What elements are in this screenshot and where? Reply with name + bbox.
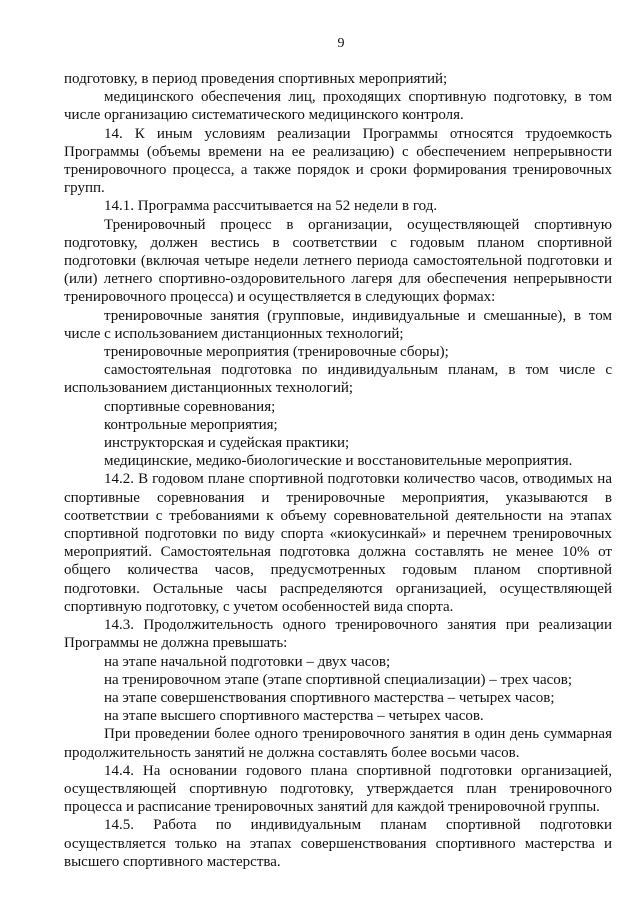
list-item-training-sessions: тренировочные занятия (групповые, индивидуальные и смешанные), в том числе с использованием дистанционных технологий; (64, 307, 612, 342)
list-item-training-events: тренировочные мероприятия (тренировочные сборы); (104, 344, 449, 361)
paragraph-5: Тренировочный процесс в организации, осуществляющей спортивную подготовку, должен вестись в соответствии с годовым планом спортивной подготовки (включая четыре недели летнего периода самостоятельной подготовки и (или) летнего спортивно-оздоровительного лагеря для обеспечения непрерывности тренировочного процесса) и осуществляется в следующих формах: (64, 216, 612, 306)
paragraph-14-4: 14.4. На основании годового плана спортивной подготовки организацией, осуществляющей спортивную подготовку, утверждается план тренировочного процесса и расписание тренировочных занятий для каждой тренировочной группы. (64, 762, 612, 816)
list-item-initial-stage: на этапе начальной подготовки – двух часов; (104, 653, 391, 670)
list-item-instructor-practice: инструкторская и судейская практики; (104, 435, 350, 452)
paragraph-1: подготовку, в период проведения спортивных мероприятий; (64, 71, 448, 87)
paragraph-14-2: 14.2. В годовом плане спортивной подготовки количество часов, отводимых на спортивные соревнования и тренировочные мероприятия, указываются в соответствии с требованиями к объему соревновательной деятельности на этапах спортивной подготовки по виду спорта «киокусинкай» и перечнем тренировочных мероприятий. Самостоятельная подготовка должна составлять не менее 10% от общего количества часов, предусмотренных годовым планом спортивной подготовки. Остальные часы распределяются организацией, осуществляющей спортивную подготовку, с учетом особенностей вида спорта. (64, 471, 612, 615)
paragraph-2: медицинского обеспечения лиц, проходящих спортивную подготовку, в том числе организацию систематического медицинского контроля. (64, 89, 612, 124)
paragraph-14-3: 14.3. Продолжительность одного тренировочного занятия при реализации Программы не должна превышать: (64, 617, 612, 652)
list-item-control-events: контрольные мероприятия; (104, 416, 278, 433)
document-body (64, 70, 612, 871)
paragraph-3: 14. К иным условиям реализации Программы относятся трудоемкость Программы (объемы времени на ее реализацию) с обеспечением непрерывности тренировочного процесса, а также порядок и сроки формирования тренировочных групп. (64, 125, 612, 197)
list-item-improvement-stage: на этапе совершенствования спортивного мастерства – четырех часов; (104, 689, 555, 706)
list-item-higher-stage: на этапе высшего спортивного мастерства – четырех часов. (104, 708, 484, 725)
page-number: 9 (337, 36, 345, 51)
list-item-competitions: спортивные соревнования; (104, 398, 276, 415)
paragraph-multiple-sessions: При проведении более одного тренировочного занятия в один день суммарная продолжительность занятий не должна составлять более восьми часов. (64, 726, 612, 761)
list-item-self-preparation: самостоятельная подготовка по индивидуальным планам, в том числе с использованием дистанционных технологий; (64, 362, 612, 397)
list-item-training-stage: на тренировочном этапе (этапе спортивной специализации) – трех часов; (104, 671, 573, 688)
list-item-medical-events: медицинские, медико-биологические и восстановительные мероприятия. (104, 453, 573, 470)
paragraph-14-5: 14.5. Работа по индивидуальным планам спортивной подготовки осуществляется только на этапах совершенствования спортивного мастерства и высшего спортивного мастерства. (64, 817, 612, 870)
paragraph-4: 14.1. Программа рассчитывается на 52 недели в год. (104, 198, 438, 215)
